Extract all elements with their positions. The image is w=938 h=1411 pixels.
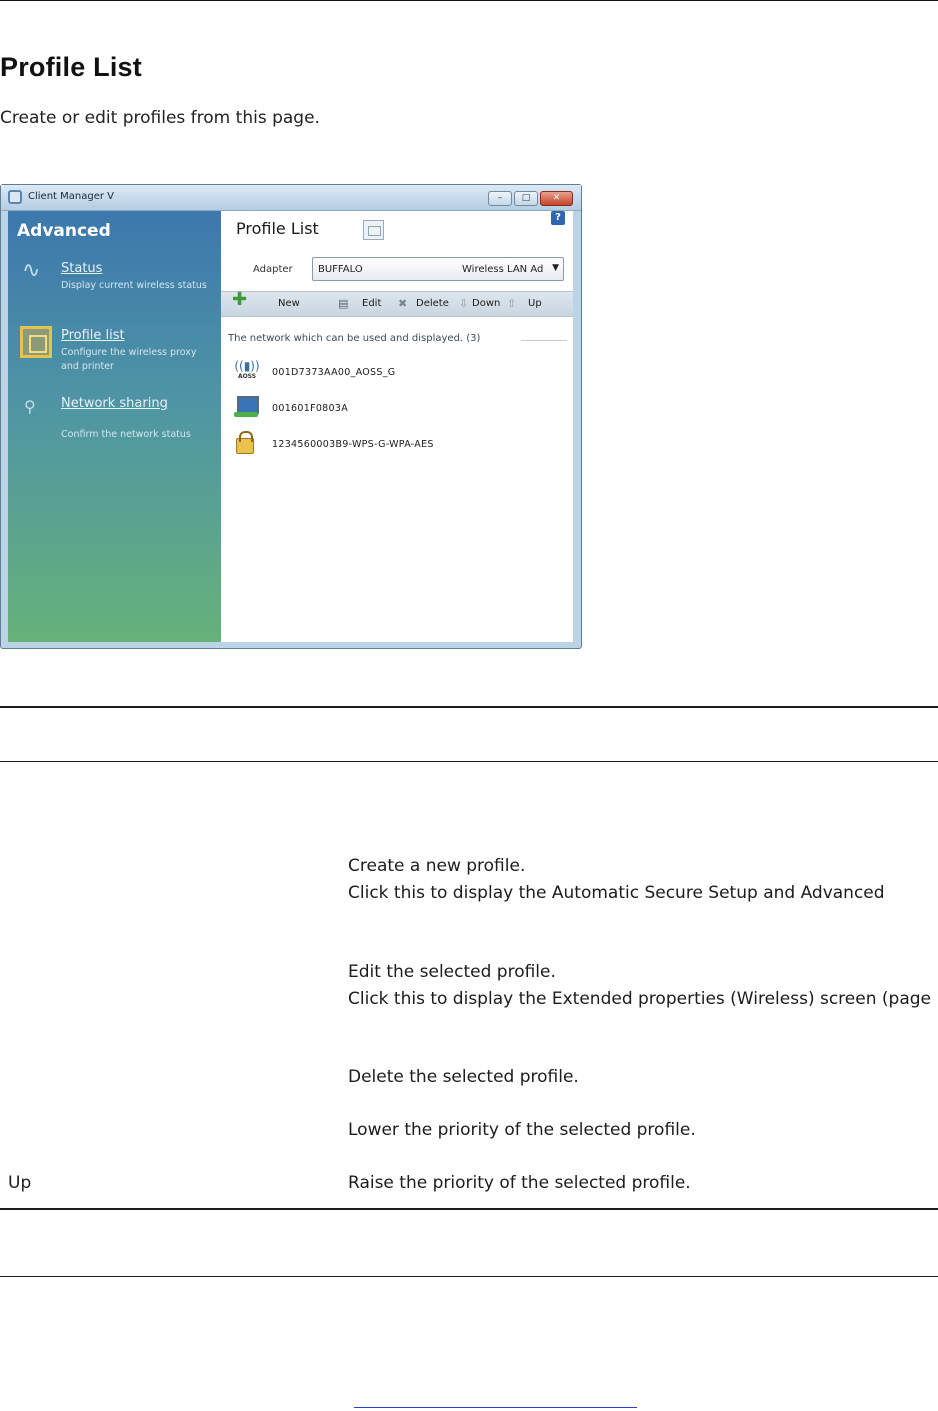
delete-icon[interactable]: ✖ — [398, 297, 408, 310]
table-header-rule — [0, 761, 938, 762]
panel-icon — [363, 220, 384, 240]
row-down-desc: Lower the priority of the selected profile. — [348, 1120, 696, 1140]
window-title: Client Manager V — [28, 191, 114, 202]
section-rule — [0, 1276, 938, 1277]
network-list-header: The network which can be used and displayed. (3) — [228, 333, 481, 344]
sidebar-item-network-sharing[interactable]: Network sharing — [61, 396, 168, 411]
down-button[interactable]: Down — [472, 298, 501, 309]
row-edit-desc-1: Edit the selected profile. — [348, 962, 556, 982]
sidebar-item-status[interactable]: Status — [61, 261, 103, 276]
new-button[interactable]: New — [278, 298, 300, 309]
magnifier-icon: ⚲ — [24, 397, 36, 416]
delete-button[interactable]: Delete — [416, 298, 449, 309]
sidebar-item-status-desc: Display current wireless status — [61, 280, 207, 291]
help-button[interactable]: ? — [551, 211, 565, 225]
row-delete-desc: Delete the selected profile. — [348, 1067, 579, 1087]
app-icon — [8, 190, 22, 204]
sidebar-item-profile-list-desc: Configure the wireless proxy and printer — [61, 347, 197, 372]
row-edit-desc-2: Click this to display the Extended properties (Wireless) screen (page — [348, 989, 931, 1009]
network-item[interactable]: 1234560003B9-WPS-G-WPA-AES — [272, 439, 434, 450]
computer-icon — [234, 394, 260, 420]
edit-button[interactable]: Edit — [362, 298, 382, 309]
arrow-down-icon[interactable]: ⇩ — [459, 297, 469, 310]
chevron-down-icon: ▼ — [552, 263, 559, 273]
window-titlebar — [1, 185, 581, 211]
top-rule — [0, 0, 938, 1]
row-new-desc-2: Click this to display the Automatic Secure Setup and Advanced — [348, 883, 885, 903]
status-wave-icon: ∿ — [22, 258, 41, 283]
row-new-desc-1: Create a new profile. — [348, 856, 526, 876]
footer-link-underline[interactable] — [354, 1407, 637, 1408]
sidebar-heading: Advanced — [17, 221, 111, 241]
client-manager-window — [0, 184, 582, 649]
adapter-description: Wireless LAN Ad — [462, 264, 544, 275]
locked-network-icon — [234, 430, 260, 456]
sidebar — [8, 211, 221, 642]
network-item[interactable]: 001601F0803A — [272, 403, 349, 414]
toolbar — [221, 291, 573, 317]
row-up-desc: Raise the priority of the selected profile. — [348, 1173, 691, 1193]
adapter-name: BUFFALO — [318, 264, 363, 275]
adapter-label: Adapter — [253, 264, 293, 275]
minimize-button[interactable]: – — [488, 191, 512, 206]
close-button[interactable]: ✕ — [540, 191, 573, 206]
up-button[interactable]: Up — [528, 298, 542, 309]
profile-list-icon — [20, 326, 52, 358]
content-title: Profile List — [236, 219, 319, 238]
page-title: Profile List — [0, 52, 142, 82]
sidebar-item-profile-list[interactable]: Profile list — [61, 328, 125, 343]
network-item[interactable]: 001D7373AA00_AOSS_G — [272, 367, 396, 378]
sidebar-item-network-sharing-desc: Confirm the network status — [61, 429, 191, 440]
adapter-select[interactable] — [312, 257, 564, 281]
content-pane — [221, 211, 573, 642]
edit-icon[interactable]: ▤ — [338, 297, 349, 310]
page-intro: Create or edit profiles from this page. — [0, 108, 320, 128]
maximize-button[interactable]: □ — [514, 191, 538, 206]
table-bottom-rule — [0, 1208, 938, 1210]
arrow-up-icon[interactable]: ⇧ — [507, 297, 517, 310]
row-up-item: Up — [8, 1173, 32, 1193]
plus-icon[interactable]: ✚ — [232, 289, 248, 310]
aoss-badge: AOSS — [237, 373, 257, 380]
table-top-rule — [0, 706, 938, 708]
aoss-signal-icon: ((▮)) AOSS — [234, 359, 260, 380]
divider — [521, 340, 567, 341]
